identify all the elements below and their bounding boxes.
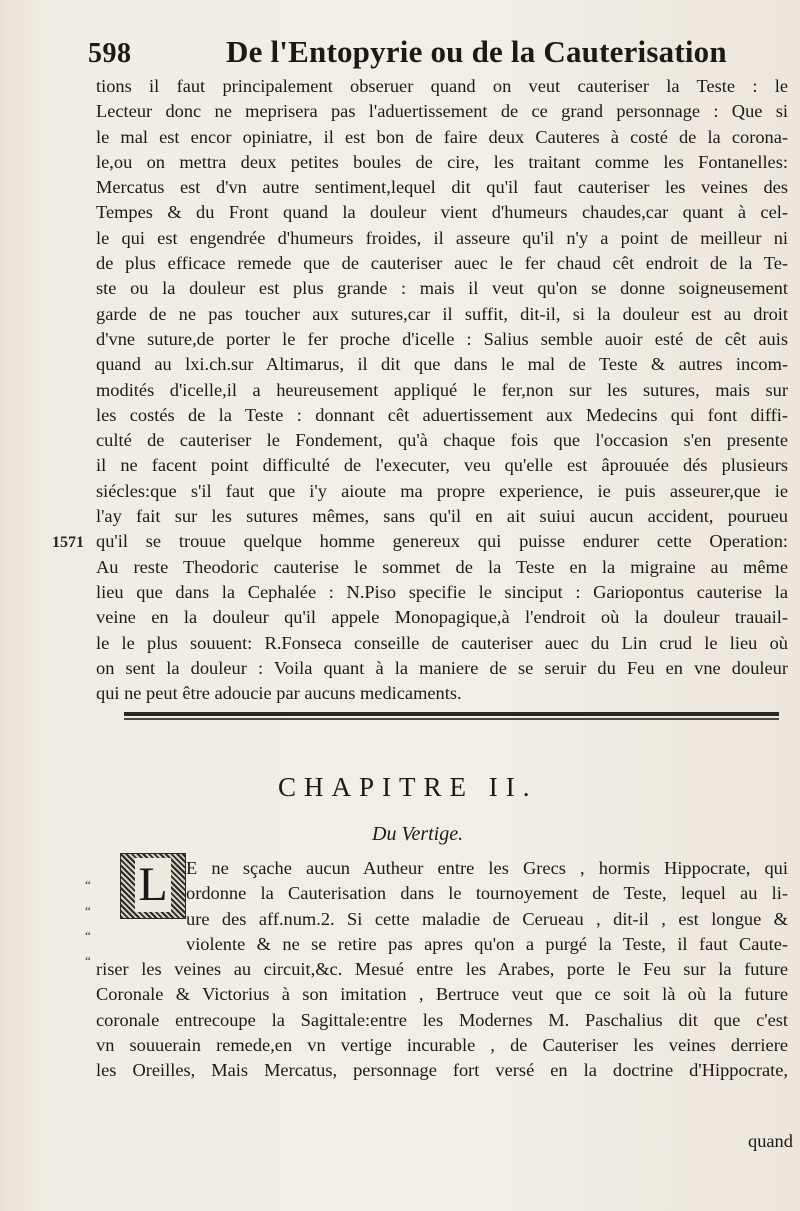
- divider-rule-thin: [124, 718, 779, 720]
- text-line: on sent la douleur : Voila quant à la maniere de se seruir du Feu en vne douleur: [96, 657, 788, 678]
- text-line: lieu que dans la Cephalée : N.Piso specifie le sinciput : Gariopontus cauterise la: [96, 581, 788, 602]
- text-line: l'ay fait sur les sutures mêmes, sans qu'il en ait suiui aucun accident, pourueu: [96, 506, 788, 527]
- chapter-text: [96, 856, 788, 1084]
- text-line: le mal est encor opiniatre, il est bon de faire deux Cauteres à costé de la corona-: [96, 126, 788, 147]
- text-line: Mercatus est d'vn autre sentiment,lequel dit qu'il faut cauteriser les veines des: [96, 177, 788, 198]
- text-line: les Oreilles, Mais Mercatus, personnage fort versé en la doctrine d'Hippocrate,: [96, 1060, 788, 1081]
- page-header: [88, 34, 788, 74]
- text-line: tions il faut principalement obseruer quand on veut cauteriser la Teste : le: [96, 76, 788, 96]
- text-line: Au reste Theodoric cauterise le sommet de la Teste en la migraine au même: [96, 556, 788, 577]
- text-line: les costés de la Teste : donnant cêt aduertissement aux Medecins qui font diffi-: [96, 404, 788, 425]
- text-line: quand au lxi.ch.sur Altimarus, il dit que dans le mal de Teste & autres incom-: [96, 354, 788, 375]
- text-line: ordonne la Cauterisation dans le tournoyement de Teste, lequel au li-: [186, 883, 788, 904]
- text-line: violente & ne se retire pas apres qu'on a purgé la Teste, il faut Caute-: [186, 933, 788, 954]
- text-line: il ne facent point difficulté de l'executer, veu qu'elle est âprouuée dés plusieurs: [96, 455, 788, 476]
- chapter-title: CHAPITRE II.: [278, 772, 538, 802]
- text-line: culté de cauteriser le Fondement, qu'à chaque fois que l'occasion s'en presente: [96, 430, 788, 451]
- text-line: Lecteur donc ne meprisera pas l'aduertissement de ce grand personnage : Que si: [96, 101, 788, 122]
- text-line: le qui est engendrée d'humeurs froides, il asseure qu'il n'y a point de meilleur ni: [96, 227, 788, 248]
- text-line: d'vne suture,de porter le fer proche d'icelle : Salius semble auoir esté de cêt auis: [96, 328, 788, 349]
- dropcap-letter: L: [135, 858, 171, 912]
- text-line: riser les veines au circuit,&c. Mesué entre les Arabes, porte le Feu sur la future: [96, 959, 788, 980]
- text-line: vn souuerain remede,en vn vertige incurable , de Cauteriser les veines derriere: [96, 1035, 788, 1056]
- text-line: veine en la douleur qu'il appele Monopagique,à l'endroit où la douleur trauail-: [96, 607, 788, 628]
- body-text: [96, 74, 788, 706]
- text-line: garde de ne pas toucher aux sutures,car il suffit, dit-il, si la douleur est au droit: [96, 303, 788, 324]
- text-line: siécles:que s'il faut que i'y aioute ma propre experience, ie puis asseurer,que ie: [96, 480, 788, 501]
- quote-mark: “: [85, 953, 91, 968]
- text-line: le,ou on mettra deux petites boules de cire, les traitant comme les Fontanelles:: [96, 151, 788, 172]
- text-line: E ne sçache aucun Autheur entre les Grecs , hormis Hippocrate, qui: [186, 858, 788, 878]
- running-head: De l'Entopyrie ou de la Cauterisation: [226, 34, 727, 69]
- quote-mark: “: [85, 903, 91, 918]
- text-line: Coronale & Victorius à son imitation , Bertruce veut que ce soit là où la future: [96, 984, 788, 1005]
- page-number: 598: [88, 38, 132, 69]
- text-line: modités d'icelle,il a heureusement appliqué le fer,non sur les sutures, mais sur: [96, 379, 788, 400]
- text-line: ure des aff.num.2. Si cette maladie de Cerueau , dit-il , est longue &: [186, 908, 788, 929]
- margin-note-year: 1571: [52, 534, 84, 551]
- text-line: Tempes & du Front quand la douleur vient d'humeurs chaudes,car quant à cel-: [96, 202, 788, 223]
- text-line: ste ou la douleur est plus grande : mais il veut qu'on se donne soigneusement: [96, 278, 788, 299]
- quote-mark: “: [85, 877, 91, 892]
- text-line: qu'il se trouue quelque homme genereux qui puisse endurer cette Operation:: [96, 531, 788, 552]
- text-line: de plus efficace remede que de cauteriser auec le fer chaud cêt endroit de la Te-: [96, 253, 788, 274]
- divider-rule: [124, 712, 779, 716]
- quote-mark: “: [85, 928, 91, 943]
- text-line: coronale entrecoupe la Sagittale:entre les Modernes M. Paschalius dit que c'est: [96, 1009, 788, 1030]
- text-line: qui ne peut être adoucie par aucuns medicaments.: [96, 683, 462, 704]
- text-line: le le plus souuent: R.Fonseca conseille de cauteriser auec du Lin crud le lieu où: [96, 632, 788, 653]
- chapter-subtitle: Du Vertige.: [372, 823, 464, 845]
- catchword: quand: [748, 1131, 793, 1151]
